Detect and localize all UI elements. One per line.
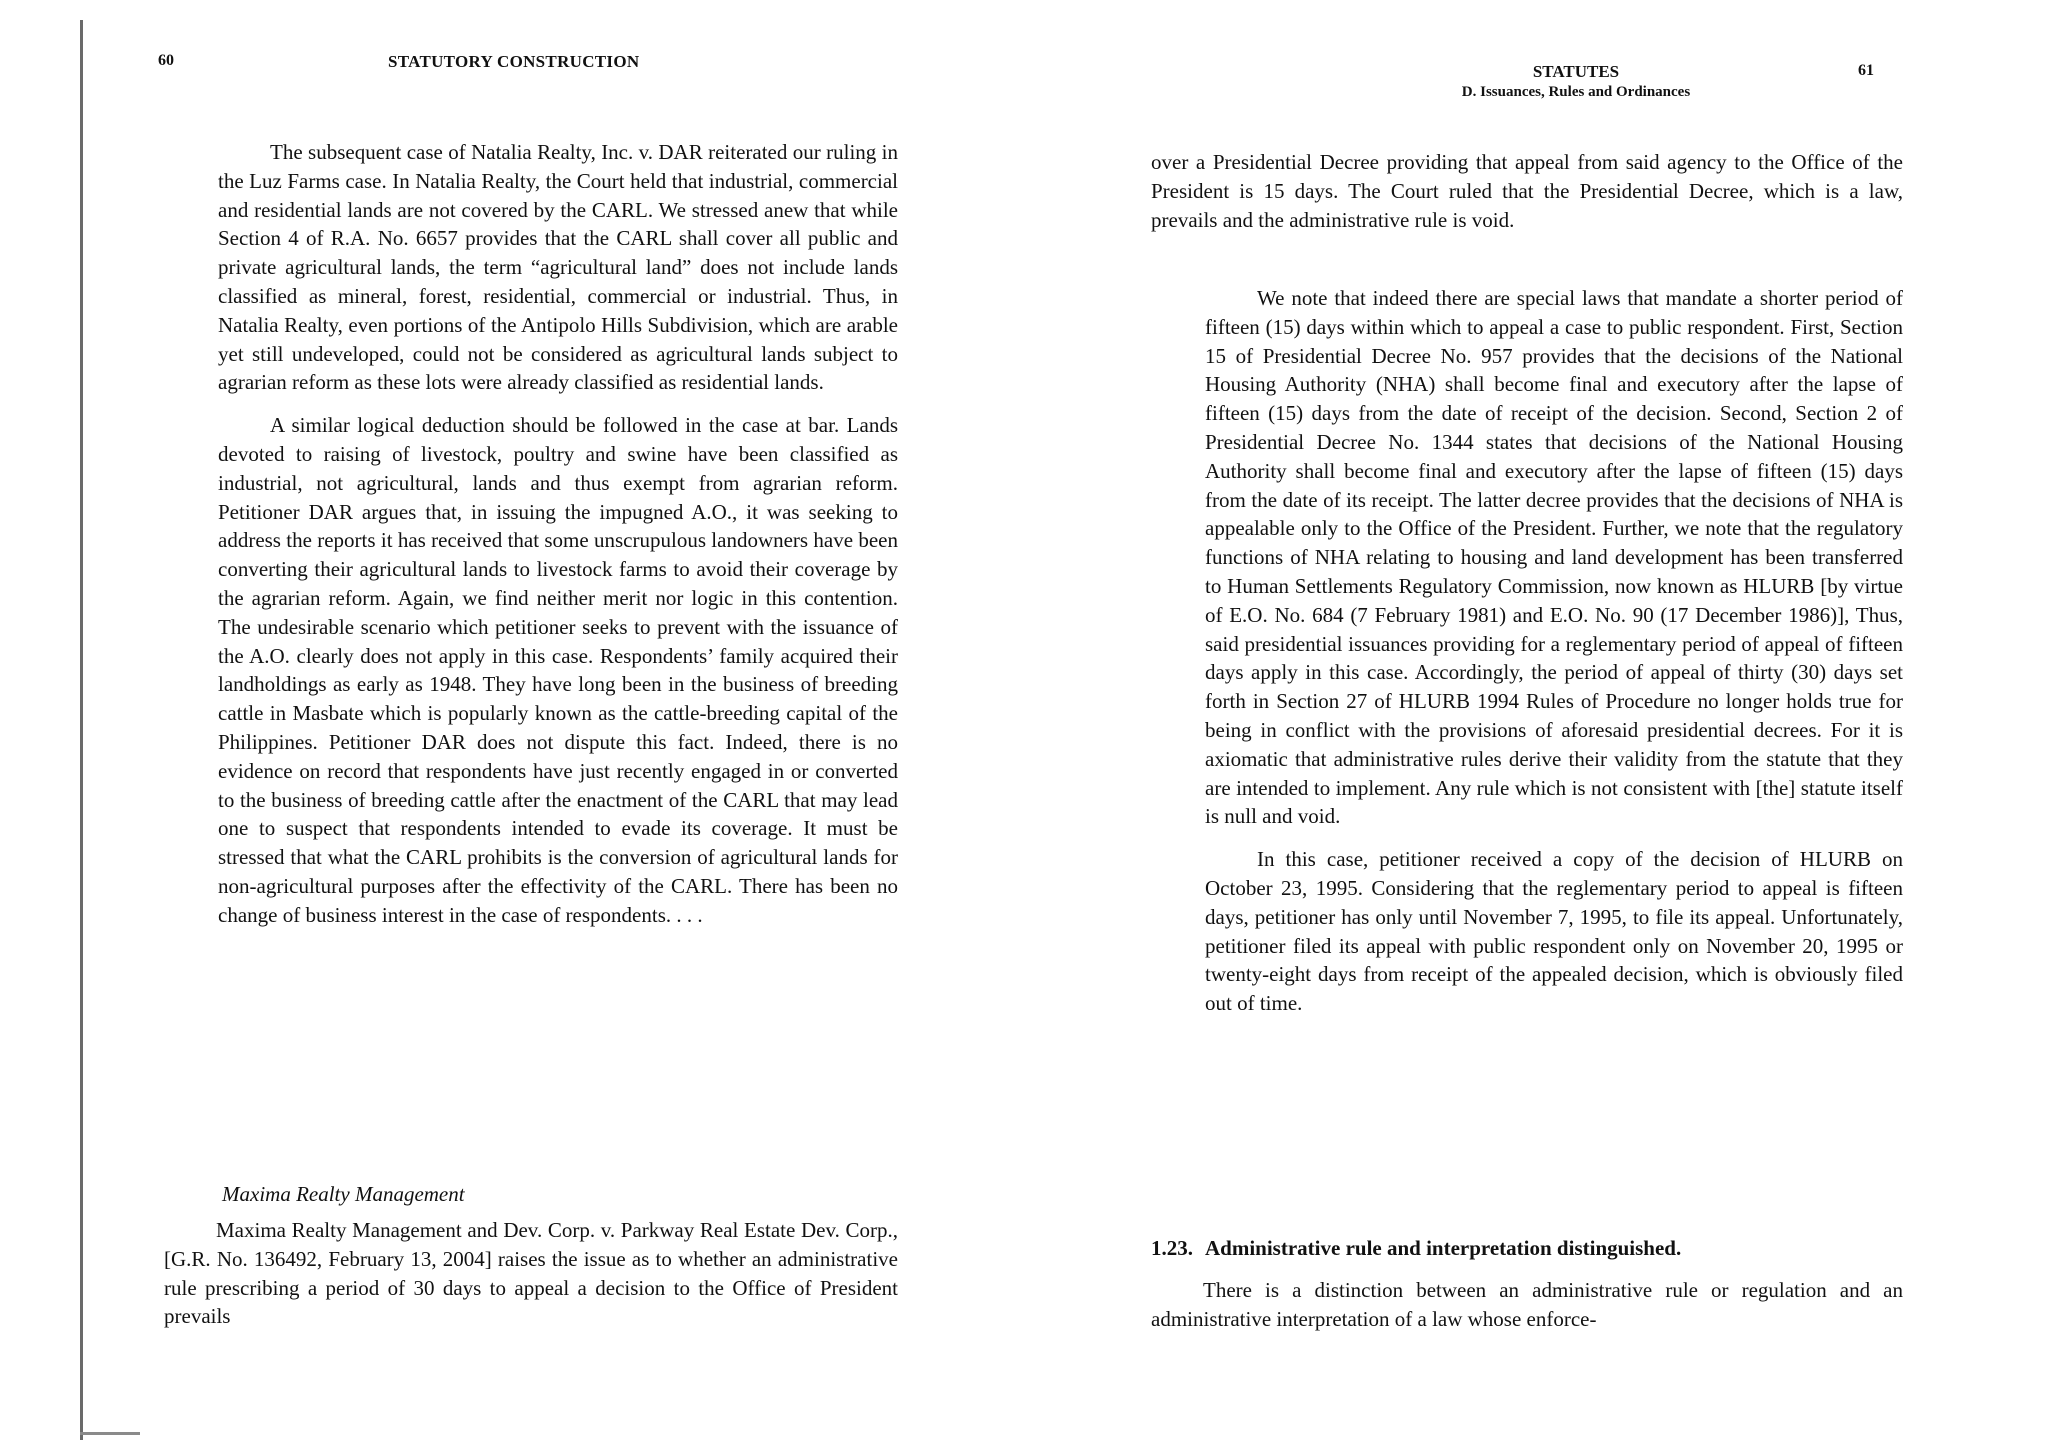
left-paragraph-2: A similar logical deduction should be followed in the case at bar. Lands devoted to raising of livestock, poultry and swine have been classified as industrial, not agricultural, lands and thus exempt from agrarian reform. Petitioner DAR argues that, in issuing the impugned A.O., it was seeking to address the reports it has received that some unscrupulous landowners have been converting their agricultural lands to livestock farms to avoid their coverage by the agrarian reform. Again, we find neither merit nor logic in this contention. The undesirable scenario which petitioner seeks to prevent with the issuance of the A.O. clearly does not apply in this case. Respondents’ family acquired their landholdings as early as 1948. They have long been in the business of breeding cattle in Masbate which is popularly known as the cattle-breeding capital of the Philippines. Petitioner DAR does not dispute this fact. Indeed, there is no evidence on record that respondents have just recently engaged in or converted to the business of breeding cattle after the enactment of the CARL that may lead one to suspect that respondents intended to evade its coverage. It must be stressed that what the CARL prohibits is the conversion of agricultural lands for non-agricultural purposes after the effectivity of the CARL. There has been no change of business interest in the case of respondents. . . .: [218, 413, 898, 927]
right-paragraph-1: over a Presidential Decree providing that appeal from said agency to the Office of the President is 15 days. The Court ruled that the Presidential Decree, which is a law, prevails and the administrative rule is void.: [1151, 150, 1903, 232]
right-page: [1024, 0, 2048, 1448]
right-running-head: STATUTES: [1532, 62, 1620, 81]
right-body-quote: [1205, 284, 1903, 1018]
right-body-top: [1151, 148, 1903, 234]
right-running-subhead: D. Issuances, Rules and Ordinances: [1461, 84, 1691, 100]
right-paragraph-2: We note that indeed there are special laws that mandate a shorter period of fifteen (15) days within which to appeal a case to public respondent. First, Section 15 of Presidential Decree No. 957 provides that the decisions of the National Housing Authority (NHA) shall become final and executory after the lapse of fifteen (15) days from the date of receipt of the decision. Second, Section 2 of Presidential Decree No. 1344 states that decisions of the National Housing Authority shall become final and executory after the lapse of fifteen (15) days from the date of its receipt. The latter decree provides that the decisions of NHA is appealable only to the Office of the President. Further, we note that the regulatory functions of NHA relating to housing and land development has been transferred to Human Settlements Regulatory Commission, now known as HLURB [by virtue of E.O. No. 684 (7 February 1981) and E.O. No. 90 (17 December 1986)], Thus, said presidential issuances providing for a reglementary period of appeal of fifteen days apply in this case. Accordingly, the period of appeal of thirty (30) days set forth in Section 27 of HLURB 1994 Rules of Procedure no longer holds true for being in conflict with the provisions of aforesaid presidential decrees. For it is axiomatic that administrative rules derive their validity from the statute that they are intended to implement. Any rule which is not consistent with [the] statute itself is null and void.: [1205, 286, 1903, 829]
right-page-number: 61: [1858, 62, 1874, 79]
right-running-head-block: [1376, 62, 1776, 101]
section-number: 1.23.: [1151, 1236, 1193, 1260]
section-title: Administrative rule and interpretation distinguished.: [1205, 1236, 1682, 1260]
left-page-number: 60: [158, 52, 174, 69]
left-subheading: Maxima Realty Management: [222, 1182, 465, 1206]
left-body-lower: [164, 1216, 898, 1331]
left-paragraph-1: The subsequent case of Natalia Realty, Inc. v. DAR reiterated our ruling in the Luz Farms case. In Natalia Realty, the Court held that industrial, commercial and residential lands are not covered by the CARL. We stressed anew that while Section 4 of R.A. No. 6657 provides that the CARL shall cover all public and private agricultural lands, the term “agricultural land” does not include lands classified as mineral, forest, residential, commercial or industrial. Thus, in Natalia Realty, even portions of the Antipolo Hills Subdivision, which are arable yet still undeveloped, could not be considered as agricultural lands subject to agrarian reform as these lots were already classified as residential lands.: [218, 140, 898, 395]
section-heading: [1151, 1236, 1681, 1261]
left-body-upper: [218, 138, 898, 930]
right-body-bottom: [1151, 1276, 1903, 1334]
right-paragraph-3: In this case, petitioner received a copy of the decision of HLURB on October 23, 1995. Considering that the reglementary period to appeal is fifteen days, petitioner has only until November 7, 1995, to file its appeal. Unfortunately, petitioner filed its appeal with public respondent only on November 20, 1995 or twenty-eight days from receipt of the appealed decision, which is obviously filed out of time.: [1205, 847, 1903, 1016]
left-paragraph-3: Maxima Realty Management and Dev. Corp. v. Parkway Real Estate Dev. Corp., [G.R. No. 136492, February 13, 2004] raises the issue as to whether an administrative rule prescribing a period of 30 days to appeal a decision to the Office of President prevails: [164, 1218, 898, 1329]
right-paragraph-4: There is a distinction between an administrative rule or regulation and an administrative interpretation of a law whose enforce-: [1151, 1278, 1903, 1331]
left-running-head: STATUTORY CONSTRUCTION: [388, 52, 640, 71]
